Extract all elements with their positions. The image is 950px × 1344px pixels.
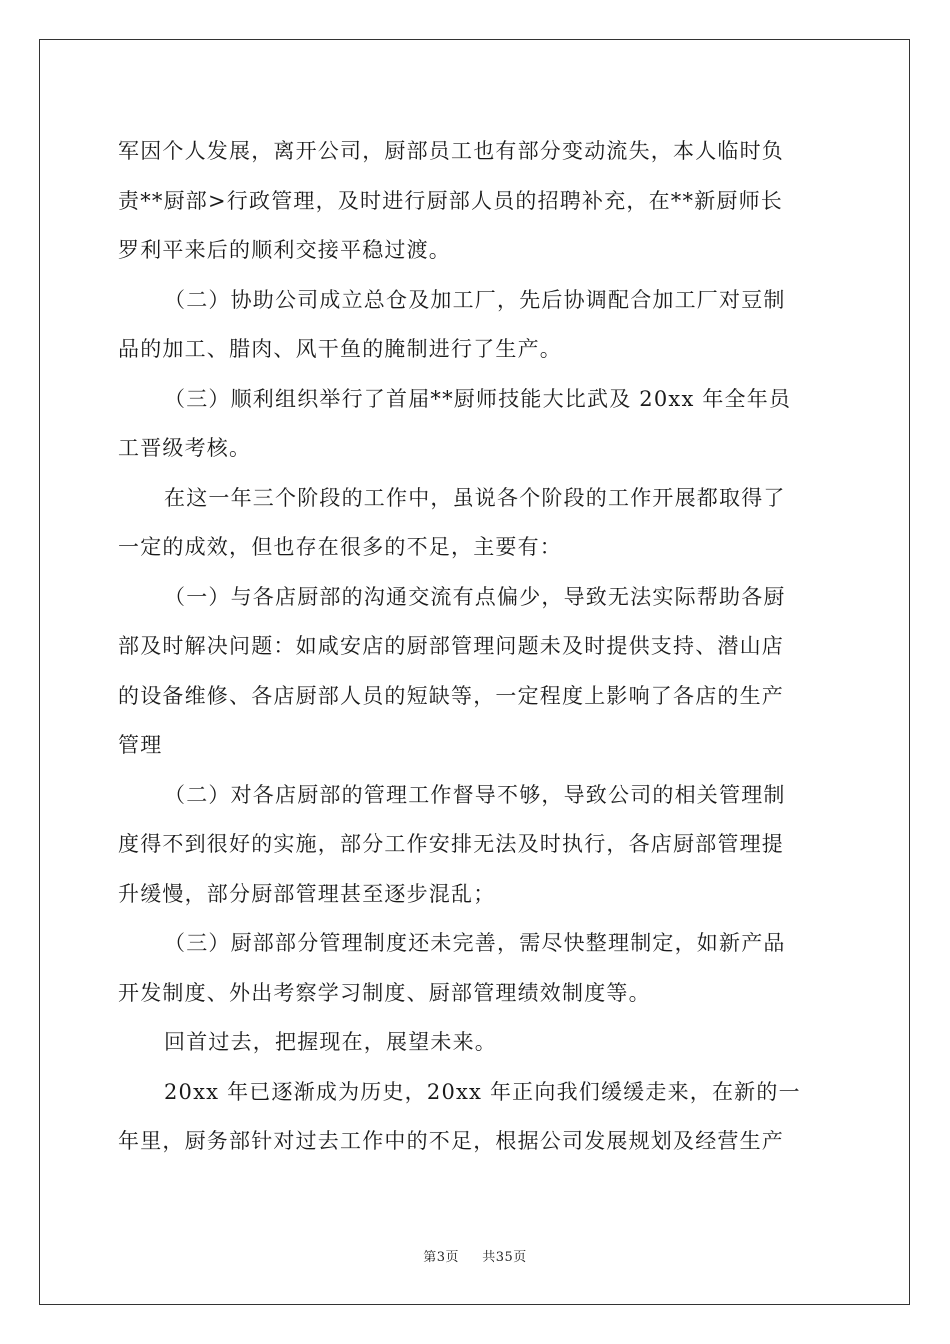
text-line: 罗利平来后的顺利交接平稳过渡。 (118, 238, 451, 262)
total-pages-label: 共35页 (482, 1250, 527, 1265)
text-line: 升缓慢，部分厨部管理甚至逐步混乱； (118, 881, 496, 906)
text-line: 责**厨部>行政管理，及时进行厨部人员的招聘补充，在**新厨师长 (118, 188, 783, 213)
text-line: 回首过去，把握现在，展望未来。 (164, 1030, 497, 1054)
text-line: 工晋级考核。 (118, 436, 252, 460)
text-line: 部及时解决问题：如咸安店的厨部管理问题未及时提供支持、潜山店 (118, 634, 784, 658)
text-line: （三）厨部部分管理制度还未完善，需尽快整理制定，如新产品 (164, 931, 786, 955)
text-line: 20xx 年已逐渐成为历史，20xx 年正向我们缓缓走来，在新的一 (164, 1079, 801, 1104)
document-body (118, 127, 833, 1167)
text-line: 的设备维修、各店厨部人员的短缺等，一定程度上影响了各店的生产 (118, 683, 784, 708)
text-line: （一）与各店厨部的沟通交流有点偏少，导致无法实际帮助各厨 (164, 584, 786, 609)
text-line: （三）顺利组织举行了首届**厨师技能大比武及 20xx 年全年员 (164, 386, 792, 411)
text-line: 在这一年三个阶段的工作中，虽说各个阶段的工作开展都取得了 (164, 485, 786, 510)
text-line: 军因个人发展，离开公司，厨部员工也有部分变动流失，本人临时负 (118, 139, 784, 163)
text-line: 年里，厨务部针对过去工作中的不足，根据公司发展规划及经营生产 (118, 1129, 784, 1153)
text-line: 度得不到很好的实施，部分工作安排无法及时执行，各店厨部管理提 (118, 832, 784, 856)
text-line: 管理 (118, 733, 163, 757)
current-page-label: 第3页 (423, 1250, 459, 1265)
text-line: 品的加工、腊肉、风干鱼的腌制进行了生产。 (118, 337, 562, 361)
text-line: （二）协助公司成立总仓及加工厂，先后协调配合加工厂对豆制 (164, 287, 786, 312)
text-line: 一定的成效，但也存在很多的不足，主要有： (118, 535, 562, 559)
page-footer (0, 1246, 950, 1265)
text-line: 开发制度、外出考察学习制度、厨部管理绩效制度等。 (118, 980, 651, 1005)
text-line: （二）对各店厨部的管理工作督导不够，导致公司的相关管理制 (164, 782, 786, 807)
